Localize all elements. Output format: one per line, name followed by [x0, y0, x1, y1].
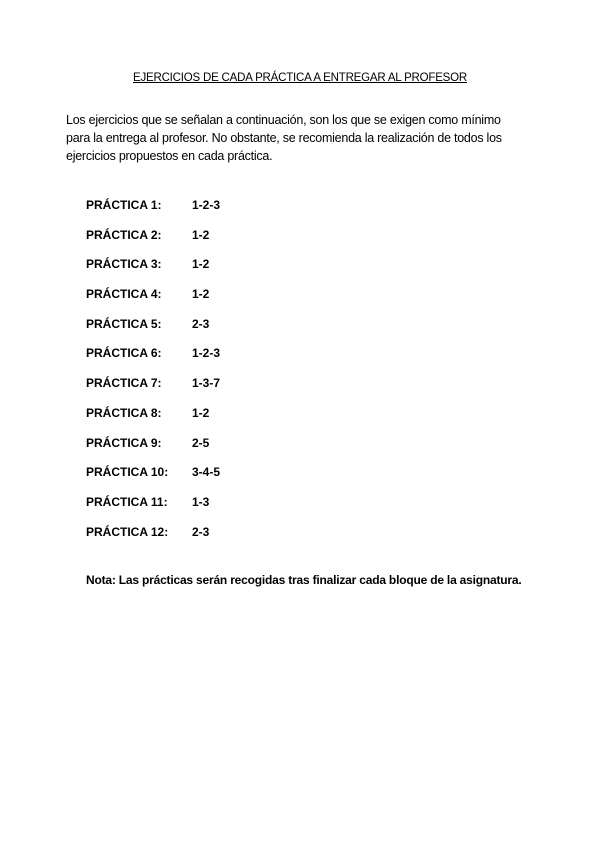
practice-label: PRÁCTICA 3:: [86, 257, 162, 272]
practice-exercises: 1-2: [192, 287, 210, 302]
practice-exercises: 1-3-7: [192, 376, 221, 391]
practice-label: PRÁCTICA 10:: [86, 465, 169, 480]
practice-label: PRÁCTICA 9:: [86, 435, 162, 450]
practice-row: [86, 436, 386, 466]
practice-label: PRÁCTICA 5:: [86, 316, 162, 331]
practice-label: PRÁCTICA 2:: [86, 227, 162, 242]
practice-row: [86, 198, 386, 228]
practice-exercises: 1-2: [192, 257, 210, 272]
practice-exercises: 1-2: [192, 405, 210, 420]
intro-line: ejercicios propuestos en cada práctica.: [66, 149, 273, 163]
document-title: EJERCICIOS DE CADA PRÁCTICA A ENTREGAR AL PROFESOR: [132, 72, 468, 84]
intro-paragraph: [66, 111, 556, 165]
practice-exercises: 1-2: [192, 227, 210, 242]
practice-row: [86, 257, 386, 287]
practice-exercises: 1-2-3: [192, 198, 221, 212]
practice-label: PRÁCTICA 7:: [86, 376, 162, 391]
practice-row: [86, 495, 386, 525]
practice-label: PRÁCTICA 12:: [86, 524, 169, 539]
practice-exercises: 3-4-5: [192, 465, 221, 480]
practice-exercises: 1-2-3: [192, 346, 221, 361]
practice-list: [86, 198, 386, 554]
practice-label: PRÁCTICA 8:: [86, 405, 162, 420]
practice-label: PRÁCTICA 1:: [86, 198, 162, 212]
practice-row: [86, 317, 386, 347]
intro-line: para la entrega al profesor. No obstante, se recomienda la realización de todos los: [66, 131, 502, 145]
practice-label: PRÁCTICA 6:: [86, 346, 162, 361]
practice-label: PRÁCTICA 4:: [86, 287, 162, 302]
practice-row: [86, 376, 386, 406]
practice-row: [86, 287, 386, 317]
practice-exercises: 2-3: [192, 316, 210, 331]
intro-line: Los ejercicios que se señalan a continuación, son los que se exigen como mínimo: [66, 113, 501, 127]
practice-label: PRÁCTICA 11:: [86, 494, 168, 509]
practice-row: [86, 525, 386, 555]
practice-row: [86, 346, 386, 376]
note-text: Nota: Las prácticas serán recogidas tras finalizar cada bloque de la asignatura.: [86, 573, 522, 587]
practice-exercises: 2-5: [192, 435, 210, 450]
practice-row: [86, 406, 386, 436]
practice-row: [86, 465, 386, 495]
practice-exercises: 2-3: [192, 524, 210, 539]
practice-row: [86, 228, 386, 258]
practice-exercises: 1-3: [192, 494, 210, 509]
